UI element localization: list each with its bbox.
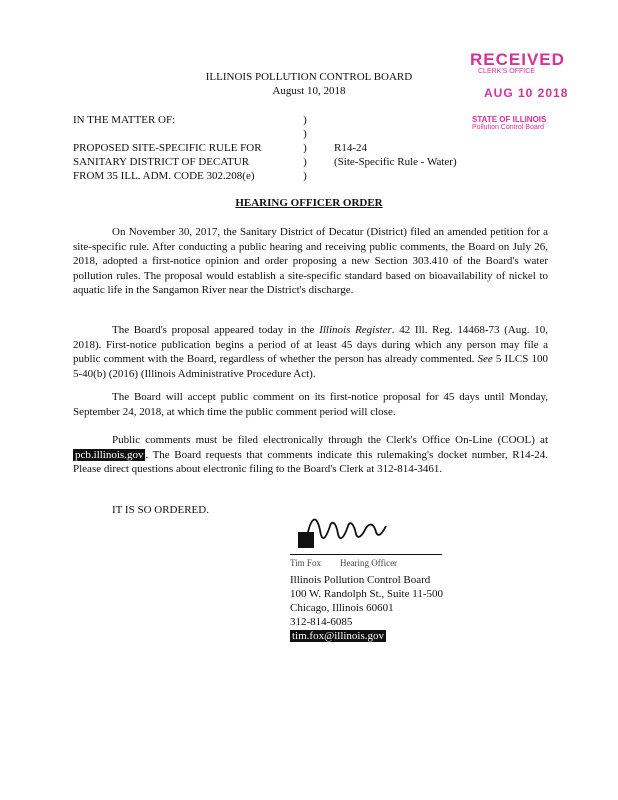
- caption-paren: ): [303, 156, 307, 168]
- order-title: HEARING OFFICER ORDER: [235, 197, 383, 209]
- rule-type: (Site-Specific Rule - Water): [334, 156, 457, 168]
- p2-text: 5 ILCS 100 5-40(b) (2016) (Illinois Administrative Procedure Act).: [73, 353, 548, 380]
- see-signal: See: [477, 353, 493, 366]
- paragraph-4: [73, 433, 548, 477]
- cool-website-link[interactable]: pcb.illinois.gov: [75, 448, 144, 461]
- so-ordered: IT IS SO ORDERED.: [112, 504, 209, 516]
- order-date: August 10, 2018: [272, 85, 346, 97]
- address-line-1: 100 W. Randolph St., Suite 11-500: [290, 588, 443, 600]
- stamp-board: Pollution Control Board: [472, 124, 544, 131]
- signer-title: Hearing Officer: [340, 558, 398, 568]
- address-line-2: Chicago, Illinois 60601: [290, 602, 394, 614]
- signature-scribble: [292, 508, 392, 554]
- paragraph-1: On November 30, 2017, the Sanitary District of Decatur (District) filed an amended petition for a site-specific rule. After conducting a public hearing and receiving public comments, the Board on July 26, 2018, adopted a first-notice opinion and order proposing a new Section 303.410 of the Board's water pollution rules. The proposal would establish a site-specific standard based on bioavailability of nickel to aquatic life in the Sangamon River near the District's discharge.: [73, 226, 548, 297]
- stamp-date: AUG 10 2018: [484, 86, 569, 100]
- signer-email-text: tim.fox@illinois.gov: [292, 630, 385, 642]
- paragraph-3: The Board will accept public comment on its first-notice proposal for 45 days until Monday, September 24, 2018, at which time the public comment period will close.: [73, 391, 548, 418]
- p4-text: Public comments must be filed electronically through the Clerk's Office On-Line (COOL) at: [112, 434, 548, 446]
- signer-email[interactable]: [290, 629, 386, 643]
- caption-paren: ): [303, 170, 307, 182]
- caption-line-3: FROM 35 ILL. ADM. CODE 302.208(e): [73, 170, 255, 182]
- p2-text: The Board's proposal appeared today in the: [112, 324, 320, 336]
- stamp-state: STATE OF ILLINOIS: [472, 115, 547, 124]
- received-stamp: RECEIVED: [470, 50, 565, 69]
- caption-matter: IN THE MATTER OF:: [73, 114, 176, 126]
- caption-line-1: PROPOSED SITE-SPECIFIC RULE FOR: [73, 142, 262, 154]
- caption-paren: ): [303, 114, 307, 126]
- board-name: ILLINOIS POLLUTION CONTROL BOARD: [205, 71, 413, 83]
- docket-number: R14-24: [334, 142, 367, 154]
- caption-line-2: SANITARY DISTRICT OF DECATUR: [73, 156, 250, 168]
- caption-paren: ): [303, 128, 307, 140]
- paragraph-2: [73, 323, 548, 381]
- caption-paren: ): [303, 142, 307, 154]
- p2-text: . 42 Ill. Reg. 14468-73 (Aug. 10, 2018). First-notice publication begins a period of at least 45 days during which any person may file a public comment with the Board, regardless of whether the person has already commented.: [73, 324, 549, 366]
- signer-name: Tim Fox: [290, 558, 321, 568]
- stamp-clerks-office: CLERK'S OFFICE: [478, 68, 535, 75]
- signer-phone: 312-814-6085: [290, 616, 353, 628]
- signature-line: [290, 554, 442, 555]
- illinois-register-citation: Illinois Register: [319, 324, 392, 336]
- p4-text: . The Board requests that comments indicate this rulemaking's docket number, R14-24. Please direct questions about electronic filing to the Board's Clerk at 312-814-3461.: [73, 448, 548, 476]
- signer-org: Illinois Pollution Control Board: [290, 574, 431, 586]
